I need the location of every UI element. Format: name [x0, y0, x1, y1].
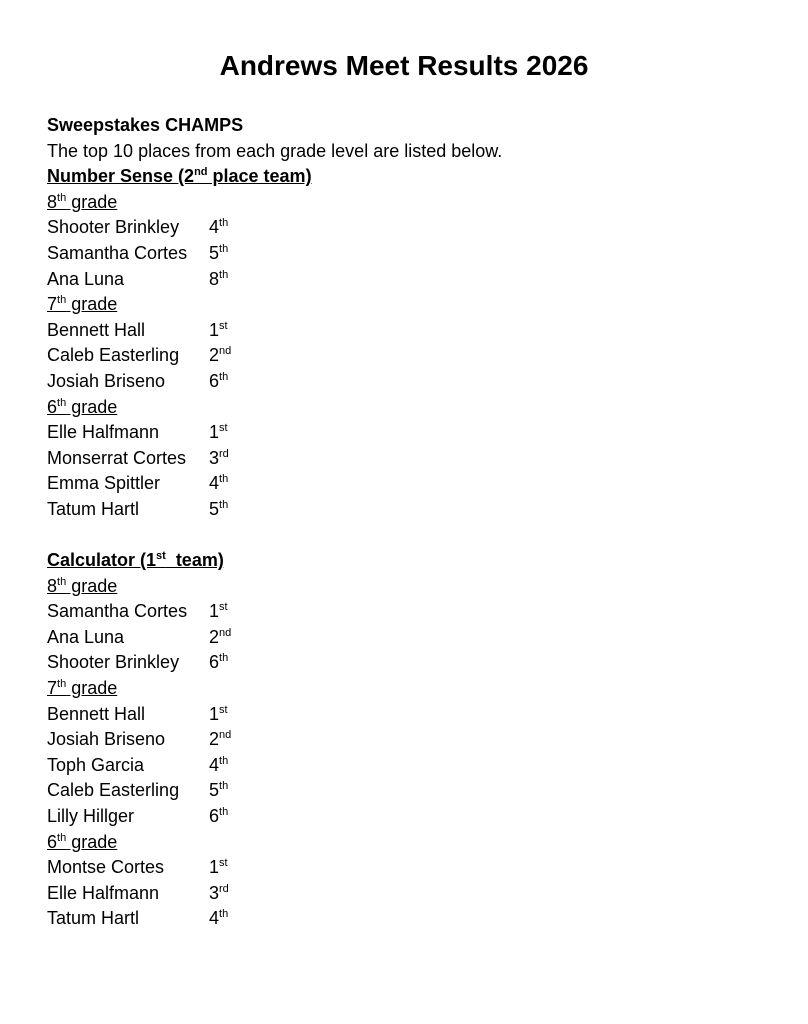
placement-ordinal: nd	[219, 345, 232, 358]
placement-number: 8	[209, 268, 220, 289]
grade-ordinal: th	[57, 294, 67, 307]
student-name: Monserrat Cortes	[47, 447, 187, 468]
student-name: Tatum Hartl	[47, 498, 140, 519]
heading-text: Number Sense (2	[47, 166, 195, 187]
grade-ordinal: th	[57, 678, 67, 691]
student-name: Shooter Brinkley	[47, 652, 180, 673]
student-name: Josiah Briseno	[47, 729, 166, 750]
student-name: Samantha Cortes	[47, 242, 188, 263]
result-row	[47, 778, 502, 804]
student-name: Elle Halfmann	[47, 422, 160, 443]
placement	[209, 881, 229, 907]
placement-number: 5	[209, 498, 220, 519]
heading-ordinal: st	[156, 550, 166, 563]
placement-number: 5	[209, 780, 220, 801]
placement	[209, 855, 228, 881]
placement-ordinal: th	[219, 780, 229, 793]
student-name: Shooter Brinkley	[47, 217, 180, 238]
placement	[209, 446, 229, 472]
placement-number: 2	[209, 729, 220, 750]
placement	[209, 497, 228, 523]
result-row	[47, 267, 502, 293]
placement-number: 4	[209, 473, 220, 494]
placement-ordinal: st	[219, 422, 228, 435]
placement-ordinal: th	[219, 652, 229, 665]
result-row	[47, 599, 502, 625]
heading-text: place team)	[207, 166, 312, 187]
placement	[209, 241, 228, 267]
student-name: Ana Luna	[47, 268, 125, 289]
placement-ordinal: th	[219, 268, 229, 281]
placement-ordinal: th	[219, 473, 229, 486]
placement-ordinal: th	[219, 908, 229, 921]
grade-label: grade	[66, 191, 118, 212]
grade-number: 8	[47, 575, 58, 596]
result-row	[47, 625, 502, 651]
grade-ordinal: th	[57, 396, 67, 409]
placement-ordinal: nd	[219, 626, 232, 639]
placement-ordinal: th	[219, 754, 229, 767]
grade-number: 6	[47, 831, 58, 852]
placement	[209, 343, 231, 369]
grade-label: grade	[66, 294, 118, 315]
placement-number: 2	[209, 626, 220, 647]
result-row	[47, 906, 502, 932]
placement-ordinal: th	[219, 370, 229, 383]
grade-ordinal: th	[57, 575, 67, 588]
student-name: Josiah Briseno	[47, 370, 166, 391]
sweepstakes-heading: Sweepstakes CHAMPS	[47, 115, 244, 135]
placement	[209, 420, 228, 446]
student-name: Lilly Hillger	[47, 806, 135, 827]
placement	[209, 650, 228, 676]
placement	[209, 267, 228, 293]
placement-number: 3	[209, 447, 220, 468]
grade-number: 6	[47, 396, 58, 417]
intro-text: The top 10 places from each grade level are listed below.	[47, 140, 503, 161]
placement	[209, 702, 228, 728]
placement-ordinal: th	[219, 242, 229, 255]
grade-ordinal: th	[57, 831, 67, 844]
student-name: Montse Cortes	[47, 857, 165, 878]
grade-number: 8	[47, 191, 58, 212]
placement-ordinal: st	[219, 601, 228, 614]
placement-ordinal: th	[219, 806, 229, 819]
grade-number: 7	[47, 678, 58, 699]
number-sense-heading	[47, 164, 502, 190]
result-row	[47, 753, 502, 779]
placement-number: 6	[209, 652, 220, 673]
calculator-heading	[47, 548, 502, 574]
result-row	[47, 727, 502, 753]
grade-ordinal: th	[57, 191, 67, 204]
result-row	[47, 241, 502, 267]
placement-number: 2	[209, 345, 220, 366]
placement	[209, 727, 231, 753]
heading-text: Calculator (1	[47, 550, 157, 571]
placement-number: 4	[209, 754, 220, 775]
grade-label: grade	[66, 678, 118, 699]
placement-ordinal: th	[219, 217, 229, 230]
grade-heading-7th	[47, 676, 502, 702]
result-row	[47, 702, 502, 728]
placement-number: 6	[209, 370, 220, 391]
placement-ordinal: st	[219, 857, 228, 870]
student-name: Ana Luna	[47, 626, 125, 647]
grade-label: grade	[66, 575, 118, 596]
placement-ordinal: th	[219, 498, 229, 511]
grade-heading-7th	[47, 292, 502, 318]
page-title: Andrews Meet Results 2026	[219, 50, 589, 81]
placement	[209, 599, 228, 625]
student-name: Elle Halfmann	[47, 882, 160, 903]
placement	[209, 215, 228, 241]
placement	[209, 625, 231, 651]
document-body	[47, 113, 502, 932]
student-name: Toph Garcia	[47, 754, 145, 775]
placement	[209, 369, 228, 395]
placement-number: 4	[209, 908, 220, 929]
result-row	[47, 855, 502, 881]
placement-number: 1	[209, 319, 220, 340]
placement	[209, 778, 228, 804]
placement	[209, 804, 228, 830]
placement-number: 1	[209, 601, 220, 622]
heading-ordinal: nd	[194, 166, 208, 179]
student-name: Samantha Cortes	[47, 601, 188, 622]
placement-number: 6	[209, 806, 220, 827]
placement-number: 1	[209, 703, 220, 724]
student-name: Bennett Hall	[47, 319, 146, 340]
result-row	[47, 804, 502, 830]
grade-heading-8th	[47, 574, 502, 600]
result-row	[47, 881, 502, 907]
result-row	[47, 446, 502, 472]
grade-number: 7	[47, 294, 58, 315]
placement	[209, 471, 228, 497]
result-row	[47, 215, 502, 241]
placement-ordinal: rd	[219, 447, 229, 460]
placement-number: 1	[209, 422, 220, 443]
result-row	[47, 471, 502, 497]
student-name: Caleb Easterling	[47, 780, 180, 801]
student-name: Caleb Easterling	[47, 345, 180, 366]
section-spacer	[47, 523, 502, 549]
placement-number: 4	[209, 217, 220, 238]
grade-label: grade	[66, 831, 118, 852]
grade-heading-8th	[47, 190, 502, 216]
placement	[209, 906, 228, 932]
placement-ordinal: nd	[219, 729, 232, 742]
result-row	[47, 369, 502, 395]
placement-ordinal: st	[219, 703, 228, 716]
result-row	[47, 650, 502, 676]
grade-label: grade	[66, 396, 118, 417]
result-row	[47, 318, 502, 344]
grade-heading-6th	[47, 395, 502, 421]
student-name: Bennett Hall	[47, 703, 146, 724]
result-row	[47, 343, 502, 369]
student-name: Tatum Hartl	[47, 908, 140, 929]
placement	[209, 753, 228, 779]
grade-heading-6th	[47, 830, 502, 856]
placement	[209, 318, 228, 344]
result-row	[47, 497, 502, 523]
student-name: Emma Spittler	[47, 473, 161, 494]
placement-number: 3	[209, 882, 220, 903]
placement-ordinal: st	[219, 319, 228, 332]
heading-text: team)	[165, 550, 224, 571]
result-row	[47, 420, 502, 446]
placement-number: 1	[209, 857, 220, 878]
placement-ordinal: rd	[219, 882, 229, 895]
placement-number: 5	[209, 242, 220, 263]
